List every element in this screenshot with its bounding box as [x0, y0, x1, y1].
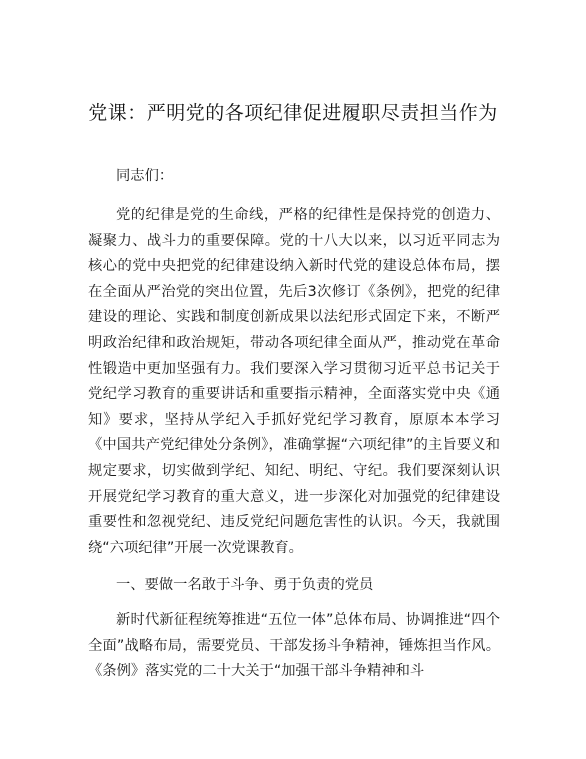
section-heading: 一、要做一名敢于斗争、勇于负责的党员	[116, 577, 374, 593]
body-paragraph: 党的纪律是党的生命线，严格的纪律性是保持党的创造力、凝聚力、战斗力的重要保障。党的十八大以来，以习近平同志为核心的党中央把党的纪律建设纳入新时代党的建设总体布局，摆在全面从严治党的突出位置，先后3次修订《条例》，把党的纪律建设的理论、实践和制度创新成果以法纪形式固定下来，不断严明政治纪律和政治规矩，带动各项纪律全面从严，推动党在革命性锻造中更加坚强有力。我们要深入学习贯彻习近平总书记关于党纪学习教育的重要讲话和重要指示精神，全面落实党中央《通知》要求，坚持从学纪入手抓好党纪学习教育，原原本本学习《中国共产党纪律处分条例》，准确掌握“六项纪律”的主旨要义和规定要求，切实做到学纪、知纪、明纪、守纪。我们要深刻认识开展党纪学习教育的重大意义，进一步深化对加强党的纪律建设重要性和忽视党纪、违反党纪问题危害性的认识。今天，我就围绕“六项纪律”开展一次党课教育。	[88, 207, 500, 556]
section-paragraph: 新时代新征程统筹推进“五位一体”总体布局、协调推进“四个全面”战略布局，需要党员、干部发扬斗争精神，锤炼担当作风。《条例》落实党的二十大关于“加强干部斗争精神和斗	[88, 612, 500, 680]
salutation: 同志们：	[116, 168, 174, 184]
document-title: 党课：严明党的各项纪律促进履职尽责担当作为	[88, 102, 498, 124]
